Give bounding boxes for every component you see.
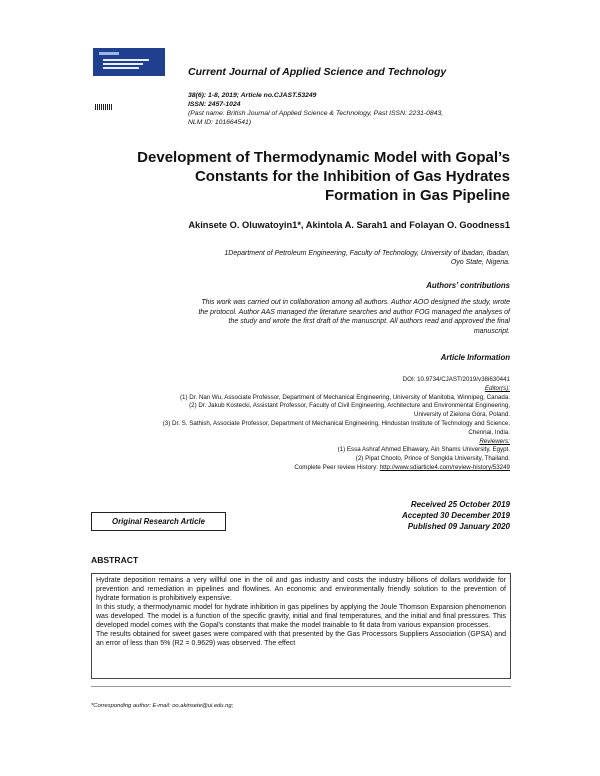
journal-cover-thumbnail <box>93 48 165 76</box>
paper-title: Development of Thermodynamic Model with Gopal’s Constants for the Inhibition of Gas Hydrates Formation in Gas Pipeline <box>137 149 510 204</box>
abstract-paragraph: In this study, a thermodynamic model for hydrate inhibition in gas pipelines by applying the Joule Thomson Expansion phenomenon was developed. The model is a function of the specific gravity, initial and final temperatures, and the initial and final pressures. This developed model comes with the Gopal's constants that make the model trainable to fit data from various expansion processes. <box>96 604 506 629</box>
contributions-heading: Authors’ contributions <box>426 281 510 290</box>
reviewer-line: (2) Pipat Chooto, Prince of Songkla University, Thailand. <box>355 455 510 463</box>
editor-line: (1) Dr. Nan Wu, Associate Professor, Department of Mechanical Engineering, University of Manitoba, Winnipeg, Canada. <box>179 393 510 401</box>
doi: DOI: 10.9734/CJAST/2019/v38i630441 <box>402 376 510 383</box>
journal-name: Current Journal of Applied Science and Technology <box>188 66 447 78</box>
barcode-icon <box>95 104 113 110</box>
review-history: Complete Peer review History: http://www.sdiarticle4.com/review-history/53249 <box>294 463 510 471</box>
review-history-link[interactable]: http://www.sdiarticle4.com/review-history/53249 <box>379 463 510 471</box>
reviewers-label: Reviewers: <box>479 437 510 445</box>
abstract-paragraph: Hydrate deposition remains a very willful one in the oil and gas industry and costs the industry billions of dollars worldwide for prevention and remediation in pipelines and flowlines. An economic and environmentally friendly solution to the prevention of hydrate formation is prohibitively expensive. <box>96 577 506 602</box>
editor-line: (3) Dr. S. Sathish, Associate Professor, Department of Mechanical Engineering, Hindustan Institute of Technology and Science, <box>162 419 510 427</box>
contributions-text: This work was carried out in collaboration among all authors. Author AOO designed the study, wrote the protocol. Author AAS managed the literature searches and author FOG managed the analyses of the study and wrote the first draft of the manuscript. All authors read and approved the final manuscript. <box>198 299 510 335</box>
footnote-divider <box>91 686 511 687</box>
affiliation: 1Department of Petroleum Engineering, Faculty of Technology, University of Ibadan, Ibadan, Oyo State, Nigeria. <box>224 250 510 266</box>
editor-line: University of Zielona Góra, Poland. <box>414 411 510 419</box>
article-dates <box>350 499 510 532</box>
journal-past-name: (Past name: British Journal of Applied Science & Technology, Past ISSN: 2231-0843, <box>188 110 444 117</box>
corresponding-author-footnote: *Corresponding author: E-mail: oo.akinsete@ui.edu.ng; <box>91 703 234 709</box>
journal-nlm-id: NLM ID: 101664541) <box>188 119 252 126</box>
abstract-box <box>91 573 511 679</box>
article-info <box>30 376 510 473</box>
received-date: Received 25 October 2019 <box>410 500 510 509</box>
journal-citation: 38(6): 1-8, 2019; Article no.CJAST.53249 <box>188 92 317 99</box>
editors-label: Editor(s): <box>484 384 510 392</box>
abstract-heading: ABSTRACT <box>91 555 139 565</box>
reviewer-line: (1) Essa Ashraf Ahmed Elhawary, Ain Shams University, Egypt. <box>337 446 510 454</box>
journal-issn: ISSN: 2457-1024 <box>188 101 241 108</box>
abstract-paragraph: The results obtained for sweet gases were compared with that presented by the Gas Processors Suppliers Association (GPSA) and an error of less than 5% (R2 = 0.9629) was observed. The effect <box>96 631 506 647</box>
editor-line: (2) Dr. Jakub Kostecki, Assistant Professor, Faculty of Civil Engineering, Architecture and Environmental Engineering, <box>189 402 510 410</box>
editor-line: Chennai, India. <box>468 428 510 436</box>
article-type-box: Original Research Article <box>91 512 226 531</box>
article-info-heading: Article Information <box>440 353 510 362</box>
accepted-date: Accepted 30 December 2019 <box>401 511 510 520</box>
published-date: Published 09 January 2020 <box>407 522 510 531</box>
paper-authors: Akinsete O. Oluwatoyin1*, Akintola A. Sarah1 and Folayan O. Goodness1 <box>188 220 510 230</box>
